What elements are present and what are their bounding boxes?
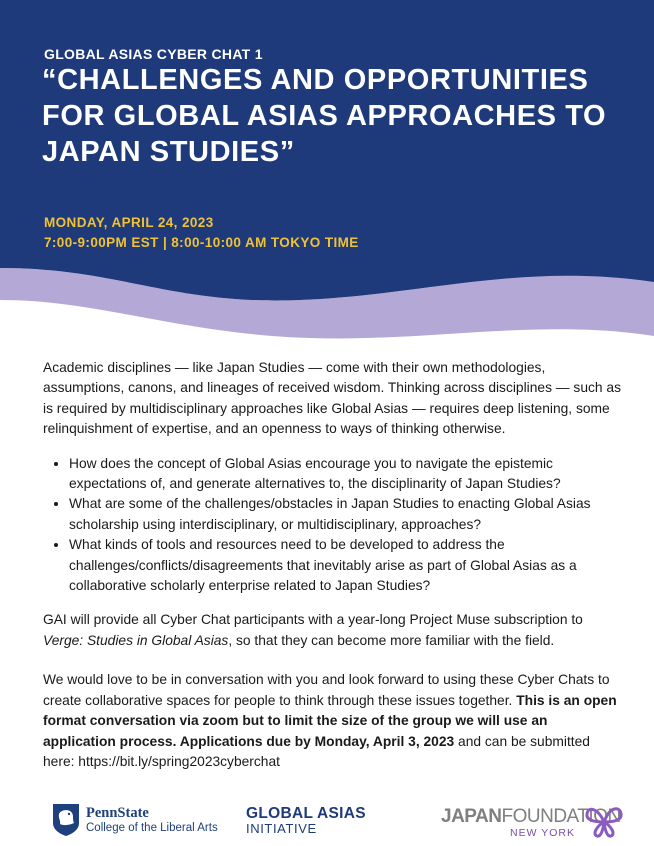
- jf-wordmark-regular: FOUNDATION: [501, 806, 621, 827]
- header-banner: [0, 0, 654, 340]
- intro-paragraph: Academic disciplines — like Japan Studies — come with their own methodologies, assumptions, canons, and lineages of received wisdom. Thinking across disciplines — such as is required by multidisciplinary approaches like Global Asias — requires deep listening, some relinquishment of expertise, and an openness to ways of thinking otherwise.: [43, 360, 621, 437]
- question-item: • How does the concept of Global Asias encourage you to navigate the epistemic expectations of, and generate alternatives to, the disciplinarity of Japan Studies?: [69, 454, 621, 495]
- pennstate-logo: [52, 803, 218, 837]
- jf-wordmark-bold: JAPAN: [441, 806, 502, 827]
- question-list: [43, 454, 621, 597]
- event-title: “CHALLENGES AND OPPORTUNITIES FOR GLOBAL ASIAS APPROACHES TO JAPAN STUDIES”: [42, 64, 607, 168]
- gai-line2: INITIATIVE: [246, 821, 317, 836]
- muse-paragraph: [43, 610, 621, 651]
- body-text: [43, 358, 621, 772]
- butterfly-icon: [584, 802, 624, 840]
- muse-text: GAI will provide all Cyber Chat participants with a year-long Project Muse subscription to: [43, 612, 583, 628]
- pennstate-college: College of the Liberal Arts: [86, 821, 218, 834]
- jf-location: NEW YORK: [510, 827, 575, 839]
- journal-title: Verge: Studies in Global Asias: [43, 632, 229, 648]
- muse-text-end: , so that they can become more familiar with the field.: [228, 632, 555, 648]
- closing-text: We would love to be in conversation with you and look forward to using these Cyber Chats to create collaborative spaces for people to think through these issues together.: [43, 672, 610, 708]
- question-item: • What kinds of tools and resources need to be developed to address the challenges/conflicts/disagreements that inevitably arise as part of Global Asias as a collaborative scholarly enterprise related to Japan Studies?: [69, 535, 621, 596]
- pennstate-name: PennState: [86, 804, 149, 821]
- event-series-label: GLOBAL ASIAS CYBER CHAT 1: [44, 46, 263, 62]
- event-date: [44, 213, 359, 253]
- application-notice: This is an open format conversation via zoom but to limit the size of the group we will use an application process. Applications due by Monday, April 3, 2023: [43, 692, 617, 749]
- gai-line1: GLOBAL ASIAS: [246, 805, 366, 822]
- event-date-time: 7:00-9:00PM EST | 8:00-10:00 AM TOKYO TIME: [44, 235, 359, 250]
- event-date-day: MONDAY, APRIL 24, 2023: [44, 215, 214, 230]
- application-link-text: and can be submitted here: https://bit.ly/spring2023cyberchat: [43, 733, 590, 769]
- question-item: • What are some of the challenges/obstacles in Japan Studies to enacting Global Asias scholarship using interdisciplinary, or multidisciplinary, approaches?: [69, 494, 621, 535]
- nittany-lion-shield-icon: [52, 803, 80, 837]
- global-asias-initiative-logo: [246, 806, 366, 836]
- closing-paragraph: [43, 670, 621, 772]
